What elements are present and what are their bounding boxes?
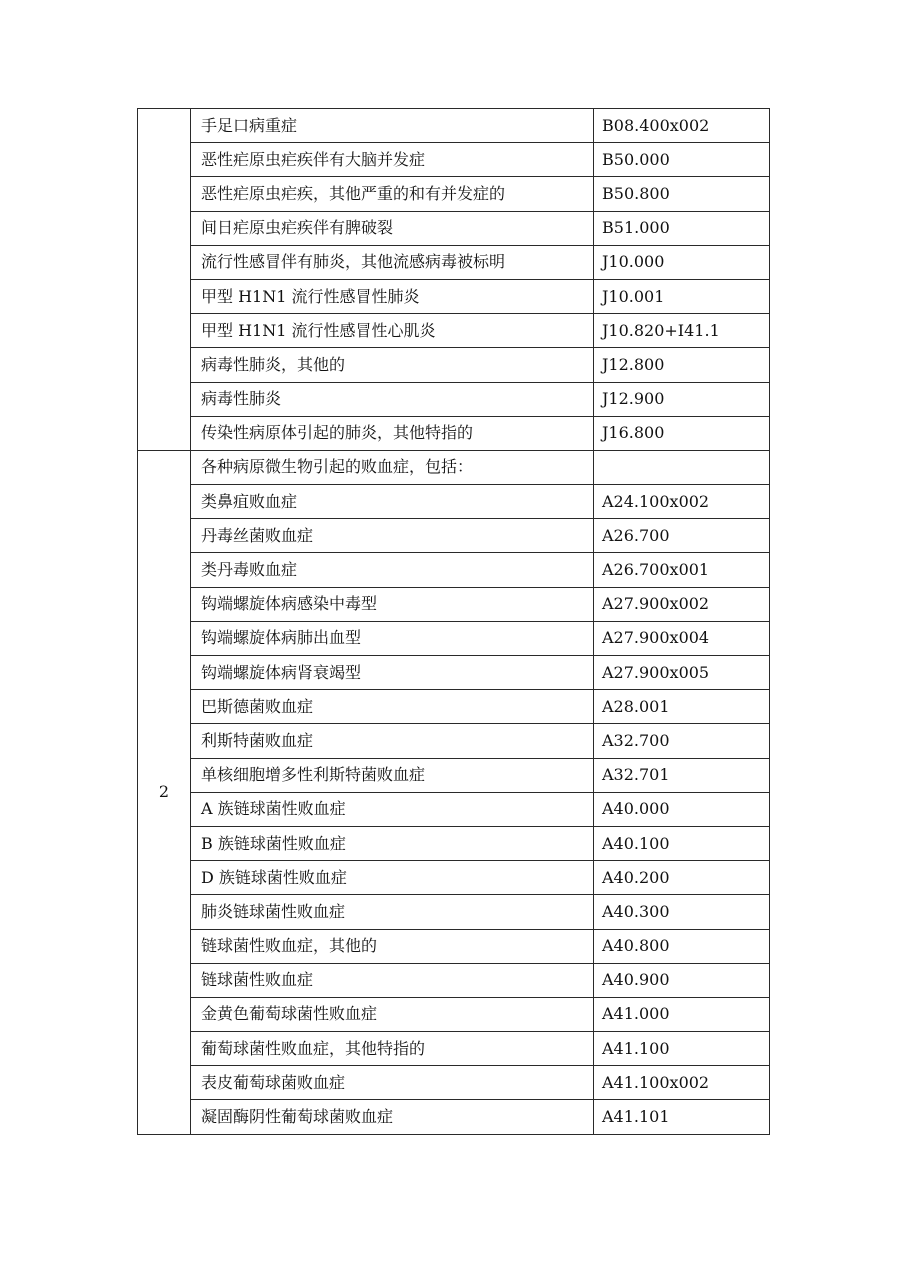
icd-code-cell: J10.001 [594, 279, 770, 313]
table-row [138, 177, 770, 211]
table-row [138, 109, 770, 143]
diagnosis-name-cell: 流行性感冒伴有肺炎，其他流感病毒被标明 [191, 245, 594, 279]
table-row [138, 929, 770, 963]
table-row [138, 895, 770, 929]
table-row [138, 279, 770, 313]
diagnosis-name-cell: 恶性疟原虫疟疾，其他严重的和有并发症的 [191, 177, 594, 211]
icd-code-cell: A27.900x005 [594, 656, 770, 690]
diagnosis-name-cell: 表皮葡萄球菌败血症 [191, 1066, 594, 1100]
table-row [138, 792, 770, 826]
table-row [138, 519, 770, 553]
diagnosis-name-cell: 钩端螺旋体病感染中毒型 [191, 587, 594, 621]
diagnosis-code-table [137, 108, 770, 1135]
icd-code-cell: A32.700 [594, 724, 770, 758]
table-row [138, 211, 770, 245]
diagnosis-name-cell: 传染性病原体引起的肺炎，其他特指的 [191, 416, 594, 450]
icd-code-cell: B50.800 [594, 177, 770, 211]
table-row [138, 553, 770, 587]
icd-code-cell: J12.900 [594, 382, 770, 416]
diagnosis-name-cell: 巴斯德菌败血症 [191, 690, 594, 724]
table-row [138, 382, 770, 416]
icd-code-cell: A40.300 [594, 895, 770, 929]
diagnosis-name-cell: 甲型 H1N1 流行性感冒性肺炎 [191, 279, 594, 313]
table-row [138, 690, 770, 724]
icd-code-cell: A40.800 [594, 929, 770, 963]
diagnosis-name-cell: 丹毒丝菌败血症 [191, 519, 594, 553]
icd-code-cell: A40.200 [594, 861, 770, 895]
group-index-cell: 2 [138, 450, 191, 1134]
icd-code-cell: J10.820+I41.1 [594, 314, 770, 348]
table-row [138, 826, 770, 860]
diagnosis-name-cell: 钩端螺旋体病肾衰竭型 [191, 656, 594, 690]
table-row [138, 245, 770, 279]
table-row [138, 861, 770, 895]
diagnosis-name-cell: 金黄色葡萄球菌性败血症 [191, 997, 594, 1031]
icd-code-cell: A41.100x002 [594, 1066, 770, 1100]
diagnosis-name-cell: 甲型 H1N1 流行性感冒性心肌炎 [191, 314, 594, 348]
diagnosis-name-cell: 肺炎链球菌性败血症 [191, 895, 594, 929]
icd-code-cell: A27.900x004 [594, 621, 770, 655]
table-row [138, 724, 770, 758]
table-row [138, 143, 770, 177]
table-row [138, 656, 770, 690]
table-row [138, 997, 770, 1031]
diagnosis-name-cell: 链球菌性败血症，其他的 [191, 929, 594, 963]
diagnosis-name-cell: B 族链球菌性败血症 [191, 826, 594, 860]
icd-code-cell: A28.001 [594, 690, 770, 724]
diagnosis-name-cell: 类丹毒败血症 [191, 553, 594, 587]
icd-code-cell: A41.101 [594, 1100, 770, 1134]
table-row [138, 314, 770, 348]
diagnosis-name-cell: 各种病原微生物引起的败血症，包括： [191, 450, 594, 484]
icd-code-cell [594, 450, 770, 484]
icd-code-cell: J12.800 [594, 348, 770, 382]
icd-code-cell: A26.700 [594, 519, 770, 553]
icd-code-cell: B51.000 [594, 211, 770, 245]
table-row [138, 758, 770, 792]
diagnosis-name-cell: 单核细胞增多性利斯特菌败血症 [191, 758, 594, 792]
diagnosis-name-cell: 链球菌性败血症 [191, 963, 594, 997]
table-row [138, 1066, 770, 1100]
table-row [138, 587, 770, 621]
icd-code-cell: A41.100 [594, 1032, 770, 1066]
diagnosis-name-cell: 凝固酶阴性葡萄球菌败血症 [191, 1100, 594, 1134]
table-row [138, 1100, 770, 1134]
table-row [138, 621, 770, 655]
diagnosis-name-cell: 病毒性肺炎，其他的 [191, 348, 594, 382]
diagnosis-name-cell: 恶性疟原虫疟疾伴有大脑并发症 [191, 143, 594, 177]
icd-code-cell: A24.100x002 [594, 485, 770, 519]
diagnosis-name-cell: 手足口病重症 [191, 109, 594, 143]
diagnosis-name-cell: 葡萄球菌性败血症，其他特指的 [191, 1032, 594, 1066]
icd-code-cell: A26.700x001 [594, 553, 770, 587]
icd-code-cell: A40.900 [594, 963, 770, 997]
icd-code-cell: A40.000 [594, 792, 770, 826]
icd-code-cell: A32.701 [594, 758, 770, 792]
icd-code-cell: J10.000 [594, 245, 770, 279]
table-row [138, 1032, 770, 1066]
table-body [138, 109, 770, 1135]
group-index-cell [138, 109, 191, 451]
diagnosis-name-cell: D 族链球菌性败血症 [191, 861, 594, 895]
icd-code-cell: B08.400x002 [594, 109, 770, 143]
table-row [138, 963, 770, 997]
icd-code-cell: B50.000 [594, 143, 770, 177]
icd-code-cell: A41.000 [594, 997, 770, 1031]
icd-code-cell: A40.100 [594, 826, 770, 860]
table-row [138, 348, 770, 382]
diagnosis-name-cell: 钩端螺旋体病肺出血型 [191, 621, 594, 655]
icd-code-cell: J16.800 [594, 416, 770, 450]
table-row [138, 450, 770, 484]
diagnosis-name-cell: 利斯特菌败血症 [191, 724, 594, 758]
diagnosis-name-cell: 类鼻疽败血症 [191, 485, 594, 519]
table-row [138, 485, 770, 519]
icd-code-cell: A27.900x002 [594, 587, 770, 621]
table-row [138, 416, 770, 450]
diagnosis-name-cell: A 族链球菌性败血症 [191, 792, 594, 826]
diagnosis-name-cell: 病毒性肺炎 [191, 382, 594, 416]
diagnosis-name-cell: 间日疟原虫疟疾伴有脾破裂 [191, 211, 594, 245]
